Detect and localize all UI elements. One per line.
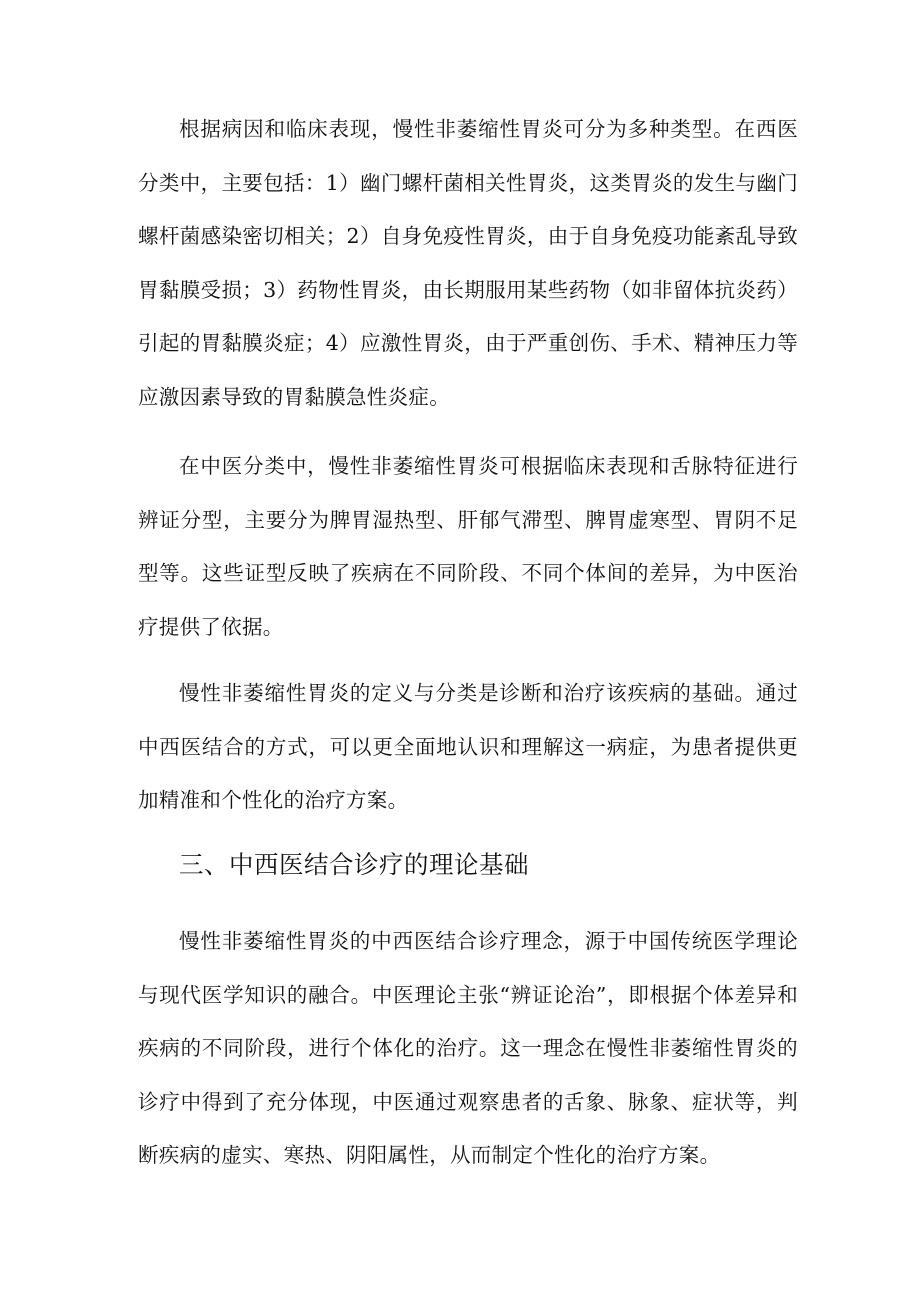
section-heading: 三、中西医结合诊疗的理论基础 [179, 850, 529, 879]
paragraph-classification-western: 根据病因和临床表现，慢性非萎缩性胃炎可分为多种类型。在西医分类中，主要包括：1）幽门螺杆菌相关性胃炎，这类胃炎的发生与幽门螺杆菌感染密切相关；2）自身免疫性胃炎，由于自身免疫功能紊乱导致胃黏膜受损；3）药物性胃炎，由长期服用某些药物（如非留体抗炎药）引起的胃黏膜炎症；4）应激性胃炎，由于严重创伤、手术、精神压力等应激因素导致的胃黏膜急性炎症。 [138, 117, 798, 409]
paragraph-classification-tcm: 在中医分类中，慢性非萎缩性胃炎可根据临床表现和舌脉特征进行辨证分型，主要分为脾胃湿热型、肝郁气滞型、脾胃虚寒型、胃阴不足型等。这些证型反映了疾病在不同阶段、不同个体间的差异，为中医治疗提供了依据。 [138, 454, 798, 639]
paragraph-classification-summary: 慢性非萎缩性胃炎的定义与分类是诊断和治疗该疾病的基础。通过中西医结合的方式，可以更全面地认识和理解这一病症，为患者提供更加精准和个性化的治疗方案。 [138, 681, 798, 812]
paragraph-theory-basis: 慢性非萎缩性胃炎的中西医结合诊疗理念，源于中国传统医学理论与现代医学知识的融合。中医理论主张“辨证论治”，即根据个体差异和疾病的不同阶段，进行个体化的治疗。这一理念在慢性非萎缩性胃炎的诊疗中得到了充分体现，中医通过观察患者的舌象、脉象、症状等，判断疾病的虚实、寒热、阴阳属性，从而制定个性化的治疗方案。 [138, 929, 798, 1167]
